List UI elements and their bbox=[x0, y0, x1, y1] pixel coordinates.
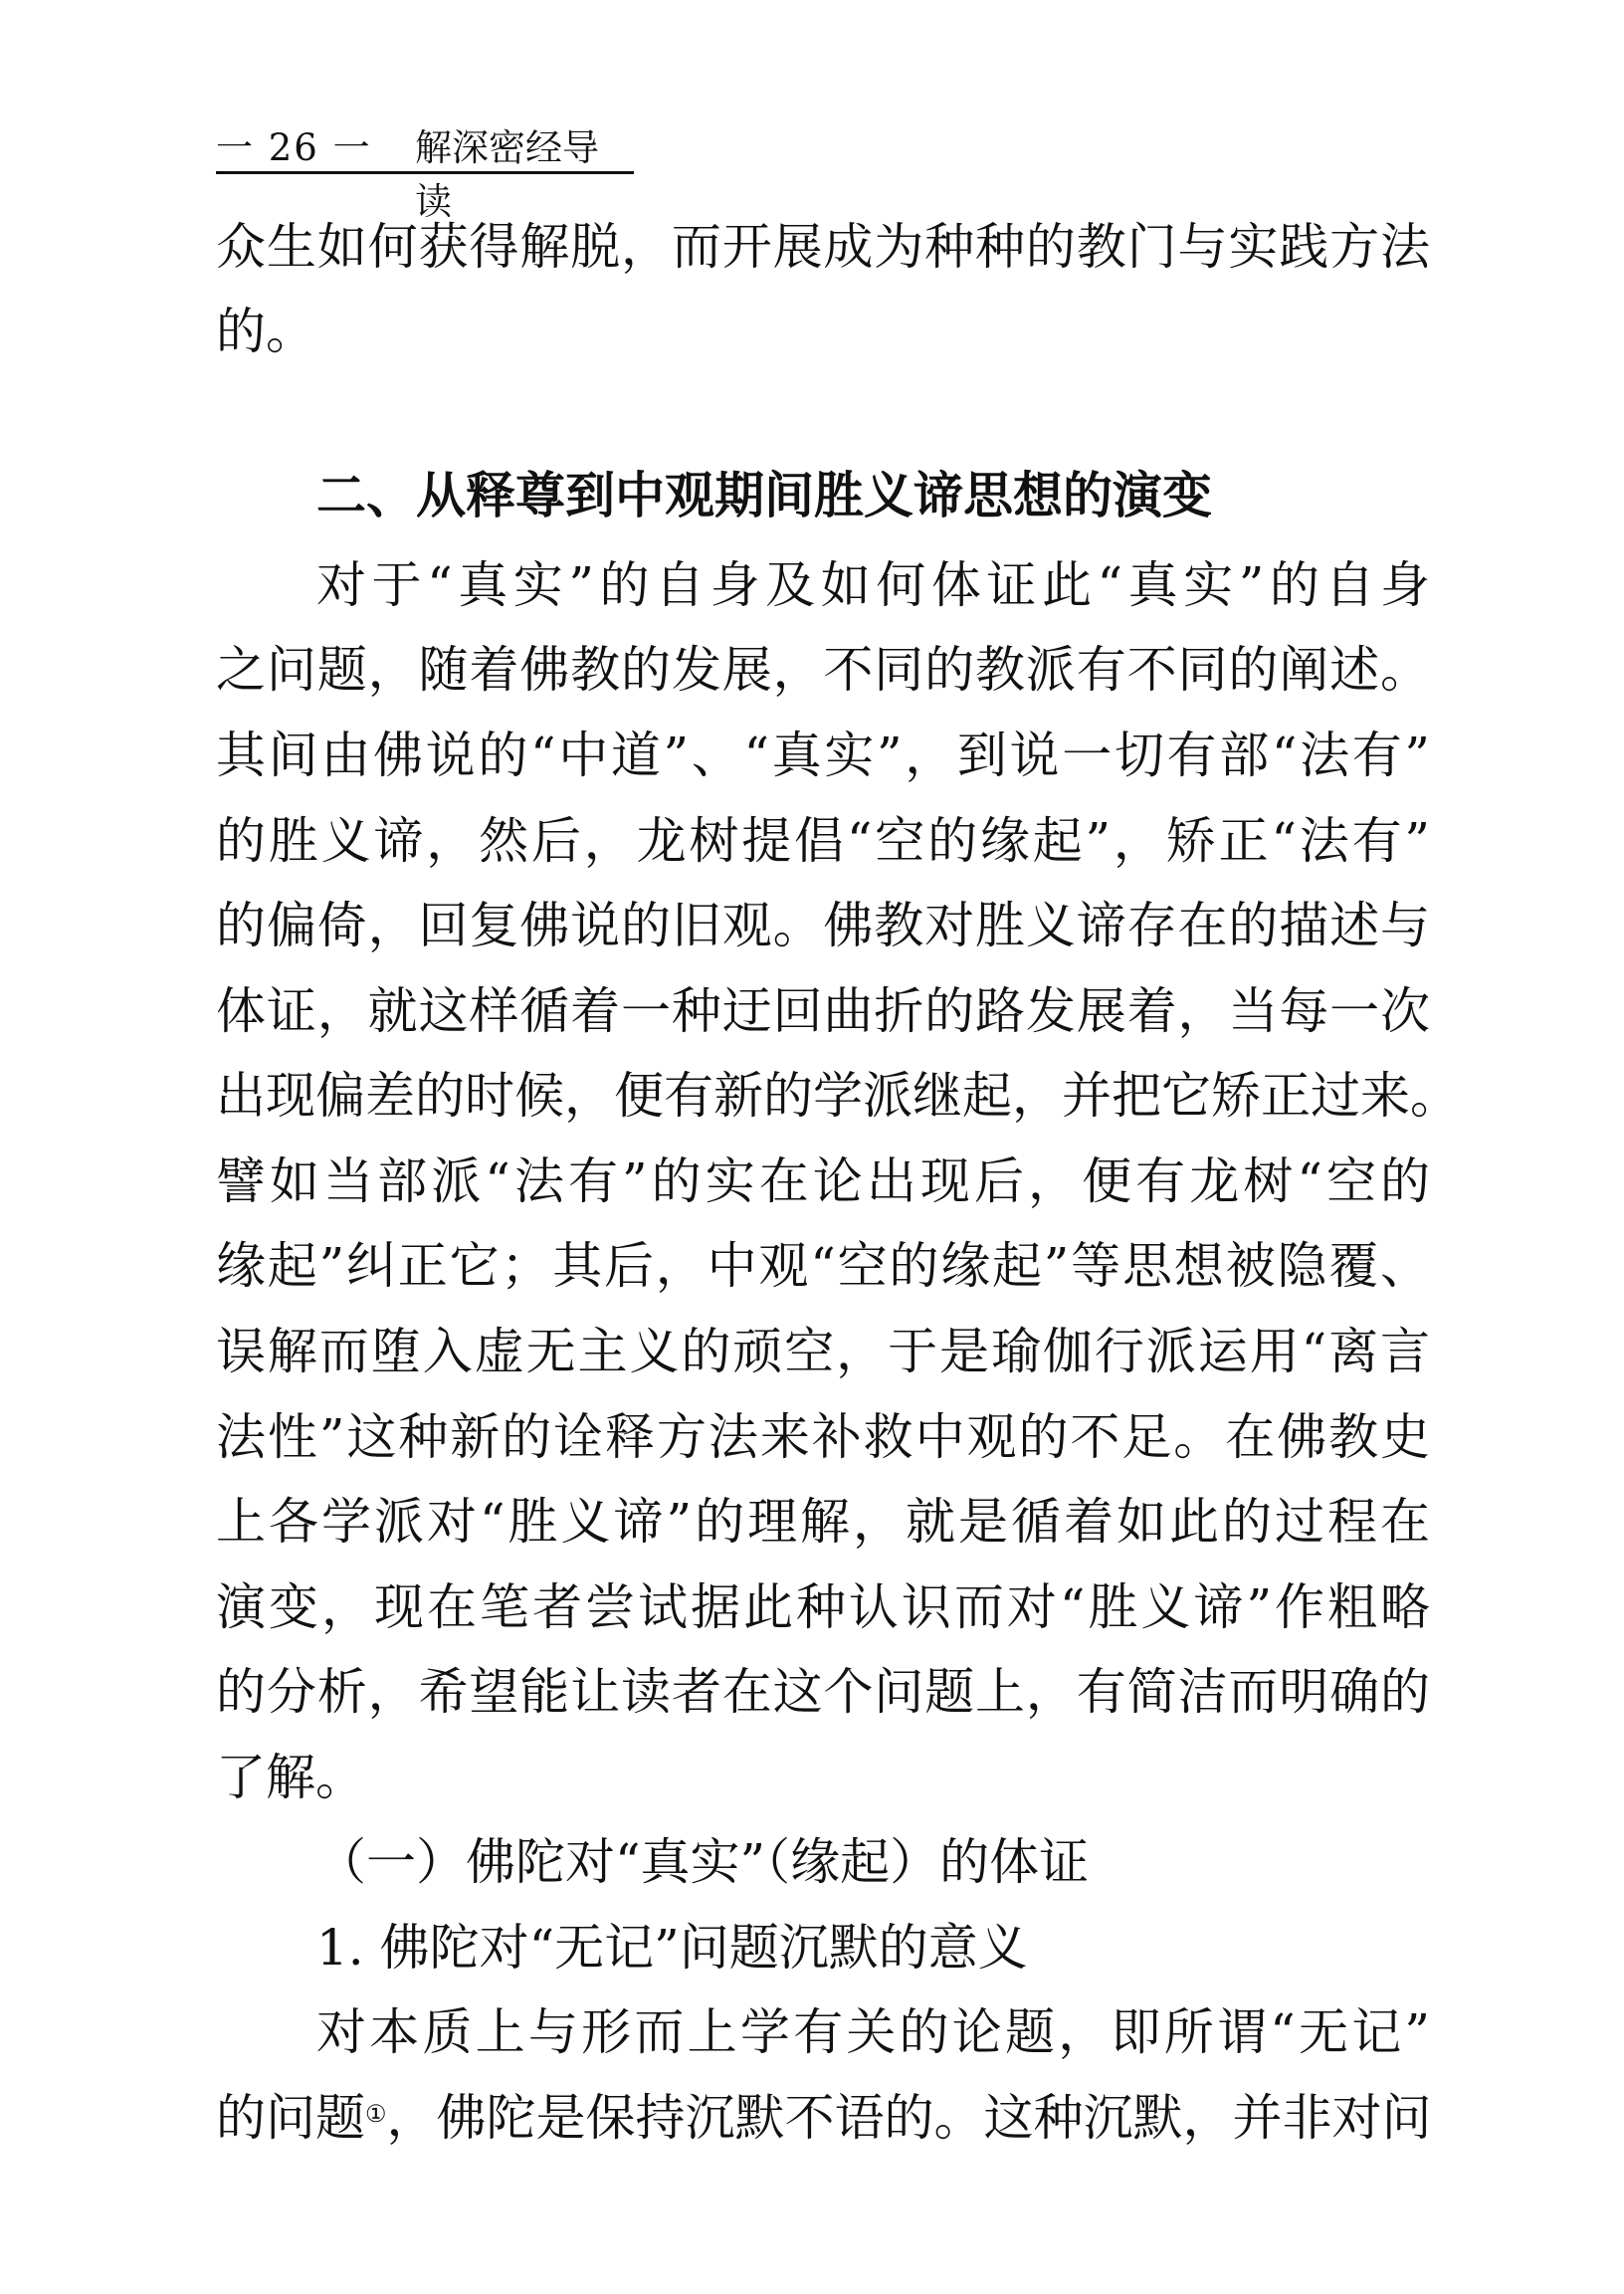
text-line: 误解而堕入虚无主义的顽空，于是瑜伽行派运用“离言 bbox=[216, 1323, 1430, 1380]
subsection-heading: （一）佛陀对“真实”（缘起）的体证 bbox=[316, 1833, 1090, 1891]
text-line: 演变，现在笔者尝试据此种认识而对“胜义谛”作粗略 bbox=[216, 1578, 1430, 1636]
text-line: 了解。 bbox=[216, 1749, 365, 1806]
text-line: 譬如当部派“法有”的实在论出现后，便有龙树“空的 bbox=[216, 1152, 1430, 1210]
page-number: 一 26 一 bbox=[216, 126, 372, 169]
text-line: 的。 bbox=[216, 303, 315, 360]
text-line: 之问题，随着佛教的发展，不同的教派有不同的阐述。 bbox=[216, 641, 1430, 699]
book-title: 解深密经导读 bbox=[415, 126, 599, 223]
text-line: 体证，就这样循着一种迂回曲折的路发展着，当每一次 bbox=[216, 982, 1430, 1040]
footnote-marker[interactable]: ① bbox=[365, 2100, 387, 2128]
section-heading: 二、从释尊到中观期间胜义谛思想的演变 bbox=[316, 467, 1212, 524]
text-line: 对于“真实”的自身及如何体证此“真实”的自身 bbox=[316, 556, 1430, 614]
text-fragment: 的问题 bbox=[216, 2089, 365, 2147]
text-line: 其间由佛说的“中道”、“真实”，到说一切有部“法有” bbox=[216, 727, 1430, 784]
text-line bbox=[216, 2088, 1430, 2148]
text-line: 的胜义谛，然后，龙树提倡“空的缘起”，矫正“法有” bbox=[216, 812, 1430, 870]
text-fragment: ，佛陀是保持沉默不语的。这种沉默，并非对问 bbox=[386, 2089, 1432, 2147]
text-line: 法性”这种新的诠释方法来补救中观的不足。在佛教史 bbox=[216, 1408, 1430, 1466]
text-line: 出现偏差的时候，便有新的学派继起，并把它矫正过来。 bbox=[216, 1067, 1460, 1125]
text-line: 缘起”纠正它；其后，中观“空的缘起”等思想被隐覆、 bbox=[216, 1237, 1430, 1295]
text-line: 的偏倚，回复佛说的旧观。佛教对胜义谛存在的描述与 bbox=[216, 897, 1430, 954]
text-line: 对本质上与形而上学有关的论题，即所谓“无记” bbox=[316, 2003, 1430, 2061]
text-line: 众生如何获得解脱，而开展成为种种的教门与实践方法 bbox=[216, 218, 1430, 276]
text-line: 上各学派对“胜义谛”的理解，就是循着如此的过程在 bbox=[216, 1493, 1430, 1551]
running-header bbox=[216, 111, 634, 223]
text-line: 的分析，希望能让读者在这个问题上，有简洁而明确的 bbox=[216, 1663, 1430, 1721]
subsection-heading: 1. 佛陀对“无记”问题沉默的意义 bbox=[316, 1919, 1028, 1977]
